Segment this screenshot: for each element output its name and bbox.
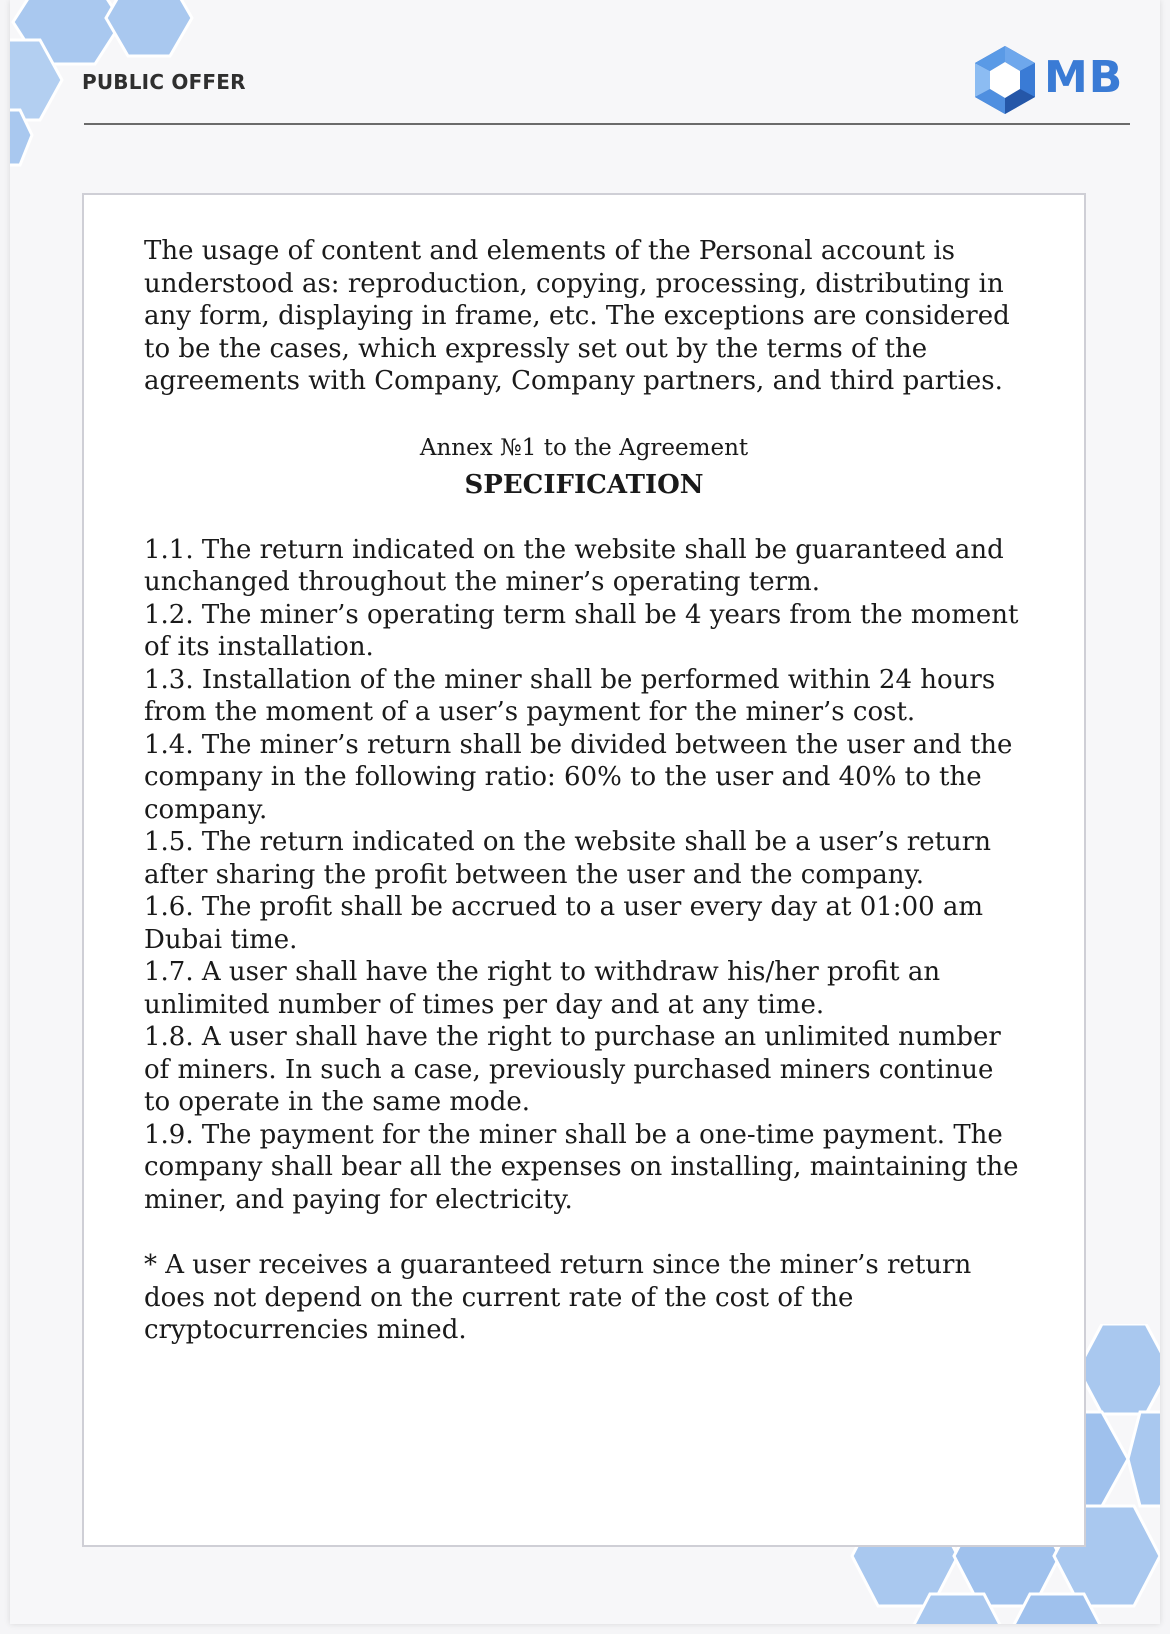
intro-paragraph: The usage of content and elements of the Personal account is understood as: reproduction, copying, processing, distributing in any form, displaying in frame, etc. The exceptions are considered to be the cases, which expressly set out by the terms of the agreements with Company, Company partners, and third parties.: [144, 236, 1010, 396]
company-logo: [972, 44, 1132, 116]
header-divider: [84, 123, 1130, 125]
clause-item: 1.5. The return indicated on the website shall be a user’s return after sharing the profit between the user and the company.: [144, 827, 991, 890]
footnote: * A user receives a guaranteed return since the miner’s return does not depend on the current rate of the cost of the cryptocurrencies mined.: [144, 1250, 972, 1345]
clause-item: 1.1. The return indicated on the website shall be guaranteed and unchanged throughout the miner’s operating term.: [144, 534, 1004, 597]
clause-item: 1.7. A user shall have the right to withdraw his/her profit an unlimited number of times per day and at any time.: [144, 957, 941, 1020]
clause-item: 1.3. Installation of the miner shall be performed within 24 hours from the moment of a user’s payment for the miner’s cost.: [144, 664, 996, 727]
document-content: [144, 235, 1024, 1373]
specification-title: SPECIFICATION: [464, 469, 704, 500]
annex-label: Annex №1 to the Agreement: [419, 434, 749, 461]
clause-item: 1.8. A user shall have the right to purchase an unlimited number of miners. In such a case, previously purchased miners continue to operate in the same mode.: [144, 1022, 1001, 1117]
page-header-title: PUBLIC OFFER: [82, 70, 246, 94]
document-body: [82, 193, 1086, 1547]
clause-item: 1.2. The miner’s operating term shall be 4 years from the moment of its installation.: [144, 599, 1019, 662]
clause-item: 1.6. The profit shall be accrued to a user every day at 01:00 am Dubai time.: [144, 892, 984, 955]
clause-list: [144, 534, 1024, 1217]
hexagon-logo-icon: [972, 44, 1038, 116]
clause-item: 1.4. The miner’s return shall be divided between the user and the company in the following ratio: 60% to the user and 40% to the company.: [144, 729, 1013, 825]
document-page: [10, 0, 1160, 1624]
logo-wordmark: MB: [1044, 52, 1124, 103]
clause-item: 1.9. The payment for the miner shall be a one-time payment. The company shall bear all the expenses on installing, maintaining the miner, and paying for electricity.: [144, 1119, 1019, 1215]
